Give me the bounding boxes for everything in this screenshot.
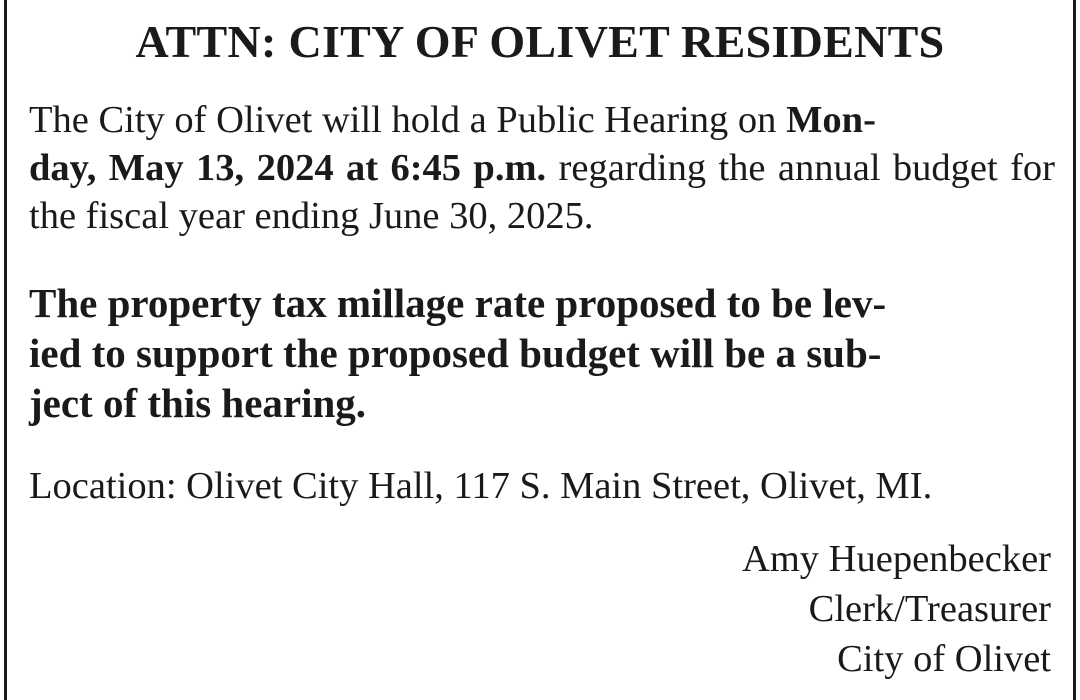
public-notice [4, 0, 1076, 700]
signer-name: Amy Huepenbecker [742, 538, 1051, 580]
signer-role: Clerk/Treasurer [808, 588, 1051, 630]
millage-line-3: ject of this hearing. [29, 380, 367, 426]
notice-title: ATTN: CITY OF OLIVET RESIDENTS [135, 16, 945, 67]
hearing-date-part1: Mon- [786, 99, 876, 141]
millage-line-2: ied to support the proposed budget will be a sub- [29, 330, 882, 376]
hearing-lead-text: The City of Olivet will hold a Public Hearing on [29, 99, 787, 141]
signature-block [742, 534, 1051, 684]
signer-organization: City of Olivet [837, 638, 1051, 680]
location-line: Location: Olivet City Hall, 117 S. Main Street, Olivet, MI. [29, 465, 933, 507]
millage-line-1: The property tax millage rate proposed to be lev- [29, 280, 887, 326]
hearing-date-part2: day, May 13, 2024 at 6:45 p.m. [29, 147, 547, 189]
millage-paragraph [29, 278, 1055, 428]
hearing-paragraph [29, 96, 1055, 240]
hearing-tail-text: regarding the annual budget for the fiscal year ending June 30, 2025. [29, 147, 1056, 237]
